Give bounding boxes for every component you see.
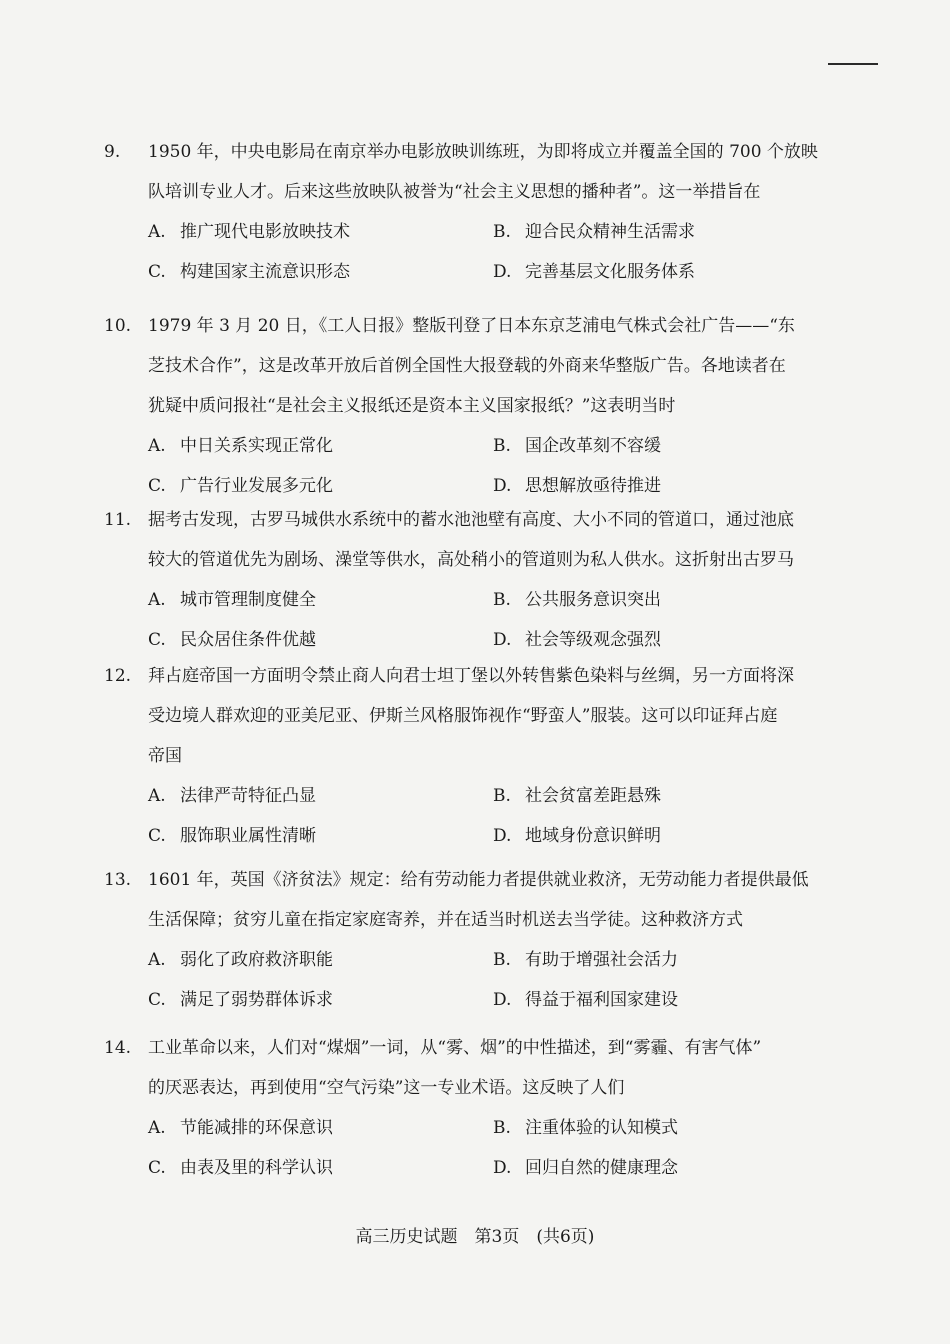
- option-b: B. 注重体验的认知模式: [493, 1118, 678, 1138]
- option-c: C. 构建国家主流意识形态: [148, 262, 350, 282]
- stem-line: 工业革命以来，人们对“煤烟”一词，从“雾、烟”的中性描述，到“雾霾、有害气体”: [148, 1038, 762, 1058]
- stem-line: 1979 年 3 月 20 日，《工人日报》整版刊登了日本东京芝浦电气株式会社广告——“东: [148, 316, 795, 336]
- options: [104, 580, 844, 660]
- option-a: A. 节能减排的环保意识: [148, 1118, 333, 1138]
- option-b: B. 公共服务意识突出: [493, 590, 661, 610]
- stem-line: 帝国: [148, 746, 182, 766]
- stem-line: 较大的管道优先为剧场、澡堂等供水，高处稍小的管道则为私人供水。这折射出古罗马: [148, 550, 794, 570]
- stem-line: 犹疑中质问报社“是社会主义报纸还是资本主义国家报纸？”这表明当时: [148, 396, 676, 416]
- question-number: 11.: [104, 510, 132, 530]
- stem-line: 1601 年，英国《济贫法》规定：给有劳动能力者提供就业救济，无劳动能力者提供最低: [148, 870, 809, 890]
- question-stem: [104, 860, 844, 940]
- option-a: A. 中日关系实现正常化: [148, 436, 333, 456]
- option-c: C. 满足了弱势群体诉求: [148, 990, 333, 1010]
- question-11: [104, 500, 844, 660]
- question-stem: [104, 132, 844, 212]
- option-d: D. 完善基层文化服务体系: [493, 262, 695, 282]
- question-13: [104, 860, 844, 1020]
- stem-line: 芝技术合作”，这是改革开放后首例全国性大报登载的外商来华整版广告。各地读者在: [148, 356, 786, 376]
- option-a: A. 弱化了政府救济职能: [148, 950, 333, 970]
- question-number: 10.: [104, 316, 132, 336]
- stem-line: 生活保障；贫穷儿童在指定家庭寄养，并在适当时机送去当学徒。这种救济方式: [148, 910, 743, 930]
- option-c: C. 由表及里的科学认识: [148, 1158, 333, 1178]
- stem-line: 受边境人群欢迎的亚美尼亚、伊斯兰风格服饰视作“野蛮人”服装。这可以印证拜占庭: [148, 706, 778, 726]
- question-9: [104, 132, 844, 292]
- options: [104, 212, 844, 292]
- question-stem: [104, 1028, 844, 1108]
- option-d: D. 社会等级观念强烈: [493, 630, 661, 650]
- options: [104, 776, 844, 856]
- question-stem: [104, 306, 844, 426]
- option-c: C. 服饰职业属性清晰: [148, 826, 316, 846]
- stem-line: 拜占庭帝国一方面明令禁止商人向君士坦丁堡以外转售紫色染料与丝绸，另一方面将深: [148, 666, 794, 686]
- option-a: A. 推广现代电影放映技术: [148, 222, 350, 242]
- question-12: [104, 656, 844, 856]
- top-rule: [828, 63, 878, 65]
- option-b: B. 国企改革刻不容缓: [493, 436, 661, 456]
- stem-line: 队培训专业人才。后来这些放映队被誉为“社会主义思想的播种者”。这一举措旨在: [148, 182, 761, 202]
- option-b: B. 社会贫富差距悬殊: [493, 786, 661, 806]
- question-number: 13.: [104, 870, 132, 890]
- option-c: C. 民众居住条件优越: [148, 630, 316, 650]
- stem-line: 1950 年，中央电影局在南京举办电影放映训练班，为即将成立并覆盖全国的 700 个放映: [148, 142, 818, 162]
- question-14: [104, 1028, 844, 1188]
- option-d: D. 地域身份意识鲜明: [493, 826, 661, 846]
- option-d: D. 回归自然的健康理念: [493, 1158, 678, 1178]
- options: [104, 1108, 844, 1188]
- question-stem: [104, 500, 844, 580]
- question-stem: [104, 656, 844, 776]
- stem-line: 据考古发现，古罗马城供水系统中的蓄水池池壁有高度、大小不同的管道口，通过池底: [148, 510, 794, 530]
- options: [104, 940, 844, 1020]
- stem-line: 的厌恶表达，再到使用“空气污染”这一专业术语。这反映了人们: [148, 1078, 625, 1098]
- option-b: B. 有助于增强社会活力: [493, 950, 678, 970]
- option-b: B. 迎合民众精神生活需求: [493, 222, 695, 242]
- options: [104, 426, 844, 506]
- option-a: A. 法律严苛特征凸显: [148, 786, 316, 806]
- option-d: D. 得益于福利国家建设: [493, 990, 678, 1010]
- option-c: C. 广告行业发展多元化: [148, 476, 333, 496]
- option-a: A. 城市管理制度健全: [148, 590, 316, 610]
- page-footer: 高三历史试题 第3页 (共6页): [355, 1227, 595, 1247]
- question-10: [104, 306, 844, 506]
- question-number: 12.: [104, 666, 132, 686]
- question-number: 9.: [104, 142, 121, 162]
- question-number: 14.: [104, 1038, 132, 1058]
- option-d: D. 思想解放亟待推进: [493, 476, 661, 496]
